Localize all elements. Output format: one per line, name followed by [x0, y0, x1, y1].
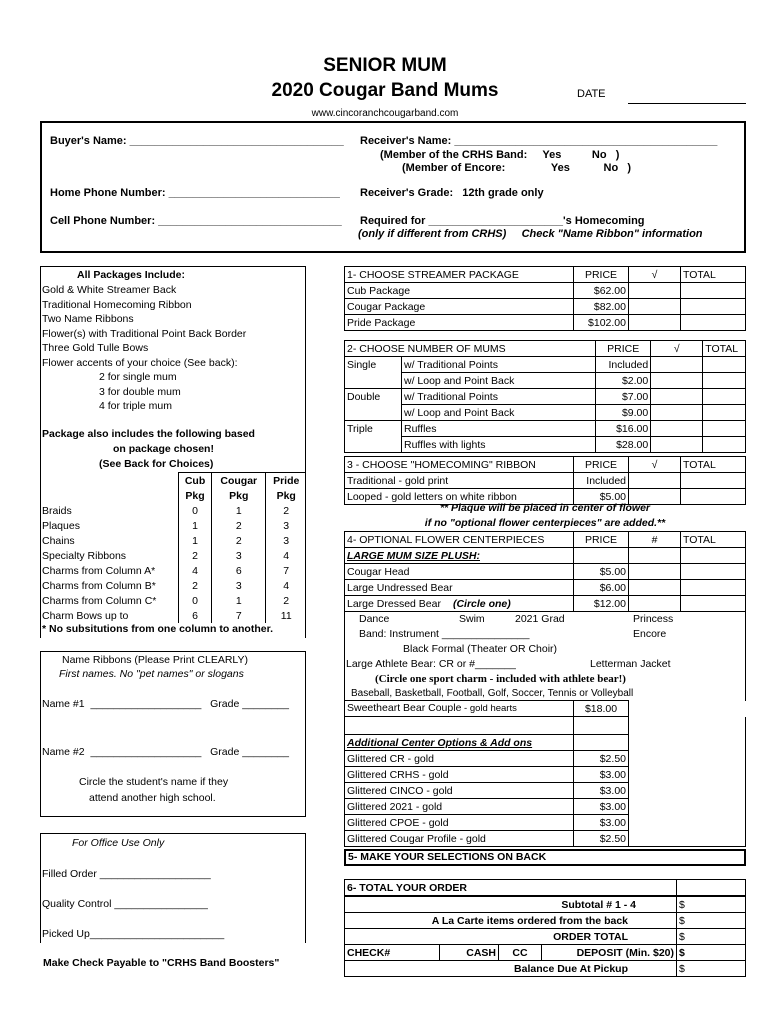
plaque-note: if no "optional flower centerpieces" are added.** [424, 517, 666, 529]
order-total-value[interactable]: $ [677, 929, 746, 945]
option-swim[interactable]: Swim [459, 613, 485, 625]
package-also-text: Package also includes the following based [42, 428, 255, 440]
package-row-label: Chains [42, 534, 75, 547]
ribbon-row[interactable] [345, 473, 746, 489]
addon-name: Glittered Cougar Profile - gold [345, 831, 574, 847]
streamer-total[interactable] [681, 299, 746, 315]
package-also-text: on package chosen! [113, 443, 214, 455]
centerpieces-heading: 4- OPTIONAL FLOWER CENTERPIECES [345, 532, 574, 548]
package-row-label: Charms from Column C* [42, 594, 157, 607]
centerpiece-name: Cougar Head [347, 565, 410, 578]
mum-check[interactable] [651, 373, 703, 389]
date-label: DATE [577, 88, 606, 100]
mum-check[interactable] [651, 389, 703, 405]
addon-empty [629, 831, 681, 847]
mum-type [345, 405, 402, 421]
count-header: # [629, 532, 681, 548]
package-row-value: 2 [212, 533, 266, 548]
addon-empty [681, 783, 746, 799]
addon-empty [629, 815, 681, 831]
website-url: www.cincoranchcougarband.com [311, 108, 459, 119]
mum-total[interactable] [703, 373, 746, 389]
addon-empty [681, 751, 746, 767]
subtotal-value[interactable]: $ [677, 896, 746, 913]
cash-option[interactable]: CASH [440, 945, 499, 961]
package-row-value: 2 [179, 578, 212, 593]
package-row-value: 1 [212, 503, 266, 518]
package-row-value: 1 [179, 518, 212, 533]
package-row [40, 533, 306, 548]
sports-list: Baseball, Basketball, Football, Golf, Soccer, Tennis or Volleyball [351, 688, 634, 699]
package-row-value: 3 [212, 578, 266, 593]
centerpiece-price: $6.00 [574, 580, 629, 596]
centerpiece-row[interactable] [345, 596, 746, 612]
addon-empty [681, 831, 746, 847]
package-row [40, 563, 306, 578]
centerpiece-count[interactable] [629, 596, 681, 612]
package-row-label: Braids [42, 504, 72, 517]
addon-price: $3.00 [574, 783, 629, 799]
streamer-total[interactable] [681, 283, 746, 299]
ribbon-heading: 3 - CHOOSE "HOMECOMING" RIBBON [345, 457, 574, 473]
subtotal-label: Subtotal # 1 - 4 [345, 896, 677, 913]
mum-price: $9.00 [596, 405, 651, 421]
mum-type [345, 373, 402, 389]
cc-option[interactable]: CC [499, 945, 542, 961]
payable-note: Make Check Payable to "CRHS Band Boosters" [43, 957, 280, 969]
check-number[interactable]: CHECK# [345, 945, 440, 961]
addon-empty [681, 799, 746, 815]
filled-order-field[interactable]: Filled Order ___________________ [42, 868, 211, 880]
package-row-value: 1 [212, 593, 266, 608]
addon-row[interactable] [345, 783, 746, 799]
package-row [40, 608, 306, 623]
member-band-choice[interactable]: (Member of the CRHS Band: Yes No ) [380, 149, 620, 161]
check-header: √ [651, 341, 703, 357]
package-item: Gold & White Streamer Back [42, 284, 177, 296]
sweetheart-price: $18.00 [574, 701, 629, 717]
package-row-label: Charms from Column B* [42, 579, 156, 592]
mum-type: Triple [345, 421, 402, 437]
required-note: (only if different from CRHS) Check "Name Ribbon" information [358, 228, 703, 240]
centerpiece-count[interactable] [629, 580, 681, 596]
streamer-row[interactable] [345, 315, 746, 331]
package-row-label: Charm Bows up to [42, 609, 129, 622]
ribbon-total[interactable] [681, 473, 746, 489]
addon-empty [629, 751, 681, 767]
package-row-value: 0 [179, 593, 212, 608]
cell-phone-field[interactable]: Cell Phone Number: ______________________________ [50, 215, 342, 227]
package-item: Flower accents of your choice (See back): [42, 356, 238, 369]
package-row [40, 548, 306, 563]
package-row-value: 3 [266, 518, 306, 533]
balance-label: Balance Due At Pickup [345, 961, 677, 977]
col-pride: Pride [266, 473, 306, 489]
mum-desc: Ruffles [402, 421, 596, 437]
option-encore[interactable]: Encore [633, 628, 667, 640]
package-row [40, 518, 306, 533]
mum-row[interactable] [345, 437, 746, 453]
option-formal[interactable]: Black Formal (Theater OR Choir) [403, 643, 558, 655]
office-heading: For Office Use Only [72, 837, 165, 849]
streamer-heading: 1- CHOOSE STREAMER PACKAGE [345, 267, 574, 283]
price-header: PRICE [596, 341, 651, 357]
mum-total[interactable] [703, 357, 746, 373]
centerpiece-total[interactable] [681, 564, 746, 580]
check-header: √ [629, 457, 681, 473]
deposit-value[interactable]: $ [677, 945, 746, 961]
mum-check[interactable] [651, 405, 703, 421]
package-row-value: 0 [179, 503, 212, 518]
streamer-table [344, 266, 746, 331]
centerpiece-name: Large Dressed Bear [347, 597, 441, 610]
step5-bar: 5- MAKE YOUR SELECTIONS ON BACK [344, 849, 746, 866]
receiver-name-field[interactable]: Receiver's Name: ___________________________________________ [360, 135, 718, 147]
centerpiece-total[interactable] [681, 580, 746, 596]
home-phone-field[interactable]: Home Phone Number: ____________________________ [50, 187, 340, 199]
plush-heading: LARGE MUM SIZE PLUSH: [345, 548, 574, 564]
package-row [40, 593, 306, 608]
streamer-check[interactable] [629, 283, 681, 299]
accent-item: 4 for triple mum [99, 400, 172, 412]
option-letterman[interactable]: Letterman Jacket [590, 658, 671, 670]
mum-desc: w/ Traditional Points [402, 389, 596, 405]
addons-heading: Additional Center Options & Add ons [345, 735, 574, 751]
package-row-value: 1 [179, 533, 212, 548]
option-princess[interactable]: Princess [633, 613, 674, 625]
option-dance[interactable]: Dance [359, 613, 390, 625]
total-header: TOTAL [681, 267, 746, 283]
package-row-value: 7 [212, 608, 266, 623]
addon-empty [629, 767, 681, 783]
package-row-value: 3 [212, 548, 266, 563]
circle-note: attend another high school. [89, 792, 216, 804]
plaque-note: ** Plaque will be placed in center of flower [439, 502, 651, 514]
mum-price: $16.00 [596, 421, 651, 437]
member-encore-choice[interactable]: (Member of Encore: Yes No ) [402, 162, 632, 174]
package-row-value: 6 [179, 608, 212, 623]
ribbon-table [344, 456, 746, 505]
col-cougar-pkg: Pkg [212, 488, 266, 503]
addon-empty [681, 815, 746, 831]
addon-name: Glittered CINCO - gold [345, 783, 574, 799]
col-cub-pkg: Pkg [179, 488, 212, 503]
price-header: PRICE [574, 267, 629, 283]
streamer-row[interactable] [345, 283, 746, 299]
mum-type: Double [345, 389, 402, 405]
centerpiece-name-cell [345, 564, 574, 580]
centerpiece-name: Large Undressed Bear [347, 581, 453, 594]
mum-price: $2.00 [596, 373, 651, 389]
package-row-value: 11 [266, 608, 306, 623]
circle-note: Circle the student's name if they [79, 776, 229, 788]
mum-total[interactable] [703, 437, 746, 453]
streamer-name: Pride Package [345, 315, 574, 331]
mum-price: $7.00 [596, 389, 651, 405]
streamer-name: Cub Package [345, 283, 574, 299]
mum-row[interactable] [345, 373, 746, 389]
addon-empty [629, 799, 681, 815]
streamer-row[interactable] [345, 299, 746, 315]
addon-price: $3.00 [574, 767, 629, 783]
streamer-total[interactable] [681, 315, 746, 331]
mum-total[interactable] [703, 389, 746, 405]
mums-heading: 2- CHOOSE NUMBER OF MUMS [345, 341, 596, 357]
mum-desc: Ruffles with lights [402, 437, 596, 453]
mum-total[interactable] [703, 405, 746, 421]
quality-control-field[interactable]: Quality Control ________________ [42, 898, 208, 910]
centerpiece-price: $12.00 [574, 596, 629, 612]
sport-charm-note: (Circle one sport charm - included with athlete bear!) [375, 673, 626, 685]
package-row-value: 4 [266, 578, 306, 593]
date-field[interactable] [628, 102, 746, 104]
addon-price: $3.00 [574, 799, 629, 815]
mum-check[interactable] [651, 421, 703, 437]
addon-price: $2.50 [574, 751, 629, 767]
blank-row [345, 717, 574, 735]
streamer-price: $102.00 [574, 315, 629, 331]
mum-type [345, 437, 402, 453]
customer-info-box [40, 121, 746, 253]
centerpiece-row[interactable] [345, 580, 746, 596]
package-row-value: 7 [266, 563, 306, 578]
addon-name: Glittered 2021 - gold [345, 799, 574, 815]
mum-total[interactable] [703, 421, 746, 437]
package-contents-table [40, 472, 306, 623]
package-row-value: 4 [179, 563, 212, 578]
name2-field[interactable]: Name #2 ___________________ Grade ________ [42, 746, 289, 758]
total-heading: 6- TOTAL YOUR ORDER [345, 880, 677, 897]
mum-row[interactable] [345, 389, 746, 405]
mum-desc: w/ Loop and Point Back [402, 373, 596, 389]
total-header: TOTAL [681, 532, 746, 548]
streamer-price: $62.00 [574, 283, 629, 299]
mum-desc: w/ Traditional Points [402, 357, 596, 373]
price-header: PRICE [574, 532, 629, 548]
name-ribbons-subheading: First names. No "pet names" or slogans [59, 668, 244, 680]
addon-row[interactable] [345, 751, 746, 767]
package-row [40, 578, 306, 593]
col-pride-pkg: Pkg [276, 489, 296, 502]
ribbon-price: $5.00 [574, 489, 629, 505]
required-for-field[interactable]: Required for ______________________'s Homecoming [360, 215, 645, 227]
package-also-text: (See Back for Choices) [99, 458, 214, 470]
addon-price: $3.00 [574, 815, 629, 831]
packages-heading: All Packages Include: [77, 269, 185, 281]
picked-up-field[interactable]: Picked Up_______________________ [42, 928, 225, 940]
package-item: Traditional Homecoming Ribbon [42, 298, 192, 311]
mum-row[interactable] [345, 405, 746, 421]
mum-check[interactable] [651, 357, 703, 373]
ribbon-name: Looped - gold letters on white ribbon [345, 489, 574, 505]
package-item: Flower(s) with Traditional Point Back Border [42, 327, 247, 340]
mum-desc: w/ Loop and Point Back [402, 405, 596, 421]
package-item: Three Gold Tulle Bows [42, 342, 149, 354]
sweetheart-sub: - gold hearts [461, 703, 517, 714]
mum-price: Included [596, 357, 651, 373]
order-total-label: ORDER TOTAL [345, 929, 677, 945]
addon-empty [681, 767, 746, 783]
package-row-value: 2 [266, 593, 306, 608]
addon-row[interactable] [345, 815, 746, 831]
substitution-note: * No subsitutions from one column to another. [42, 623, 274, 635]
centerpiece-row[interactable] [345, 564, 746, 580]
accent-item: 3 for double mum [99, 385, 181, 398]
centerpiece-price: $5.00 [574, 564, 629, 580]
package-row [40, 503, 306, 518]
price-header: PRICE [574, 457, 629, 473]
package-row-value: 2 [179, 548, 212, 563]
mum-price: $28.00 [596, 437, 651, 453]
package-items [42, 283, 246, 414]
total-order-table [344, 879, 746, 977]
centerpieces-table [344, 531, 746, 847]
streamer-name: Cougar Package [345, 299, 574, 315]
total-header: TOTAL [703, 341, 746, 357]
package-row-label: Charms from Column A* [42, 564, 156, 577]
mum-type: Single [345, 357, 402, 373]
col-cub: Cub [179, 473, 212, 489]
mum-row[interactable] [345, 357, 746, 373]
centerpiece-count[interactable] [629, 564, 681, 580]
streamer-check[interactable] [629, 315, 681, 331]
sweetheart-label: Sweetheart Bear Couple [347, 702, 462, 714]
name-ribbons-box [40, 651, 306, 817]
addon-row[interactable] [345, 831, 746, 847]
package-item: Two Name Ribbons [42, 313, 134, 325]
ribbon-check[interactable] [629, 473, 681, 489]
centerpiece-name-cell [345, 580, 574, 596]
receiver-grade: Receiver's Grade: 12th grade only [360, 187, 544, 199]
package-row-value: 6 [212, 563, 266, 578]
col-cougar: Cougar [212, 473, 266, 489]
circle-one-note: (Circle one) [452, 597, 511, 610]
total-header: TOTAL [681, 457, 746, 473]
addon-price: $2.50 [574, 831, 629, 847]
mums-table [344, 340, 746, 453]
deposit-label: DEPOSIT (Min. $20) [542, 945, 677, 961]
streamer-price: $82.00 [574, 299, 629, 315]
alacarte-label: A La Carte items ordered from the back [345, 913, 677, 929]
balance-value[interactable]: $ [677, 961, 746, 977]
name-ribbons-heading: Name Ribbons (Please Print CLEARLY) [62, 654, 248, 666]
option-band[interactable]: Band: Instrument _______________ [359, 628, 530, 640]
package-row-value: 2 [212, 518, 266, 533]
mum-check[interactable] [651, 437, 703, 453]
package-row-value: 4 [266, 548, 306, 563]
addon-row[interactable] [345, 767, 746, 783]
page-subtitle: 2020 Cougar Band Mums [271, 80, 499, 101]
ribbon-price: Included [574, 473, 629, 489]
athlete-bear[interactable]: Large Athlete Bear: CR or #_______ [346, 658, 516, 670]
option-grad[interactable]: 2021 Grad [515, 613, 565, 625]
name1-field[interactable]: Name #1 ___________________ Grade ________ [42, 698, 289, 710]
package-row-value: 2 [266, 503, 306, 518]
addon-name: Glittered CR - gold [345, 751, 574, 767]
accent-item: 2 for single mum [99, 371, 177, 383]
addon-empty [629, 783, 681, 799]
package-row-value: 3 [266, 533, 306, 548]
streamer-check[interactable] [629, 299, 681, 315]
addon-row[interactable] [345, 799, 746, 815]
centerpiece-total[interactable] [681, 596, 746, 612]
buyer-name-field[interactable]: Buyer's Name: ___________________________________ [50, 135, 344, 147]
ribbon-name: Traditional - gold print [345, 473, 574, 489]
addon-name: Glittered CPOE - gold [345, 815, 574, 831]
mum-row[interactable] [345, 421, 746, 437]
addon-name: Glittered CRHS - gold [345, 767, 574, 783]
alacarte-value[interactable]: $ [677, 913, 746, 929]
page-title: SENIOR MUM [323, 55, 447, 76]
package-row-label: Specialty Ribbons [42, 549, 127, 562]
office-use-box [40, 833, 306, 943]
check-header: √ [629, 267, 681, 283]
centerpiece-name-cell [345, 596, 574, 612]
package-row-label: Plaques [42, 519, 80, 532]
packages-include-box [40, 266, 306, 638]
